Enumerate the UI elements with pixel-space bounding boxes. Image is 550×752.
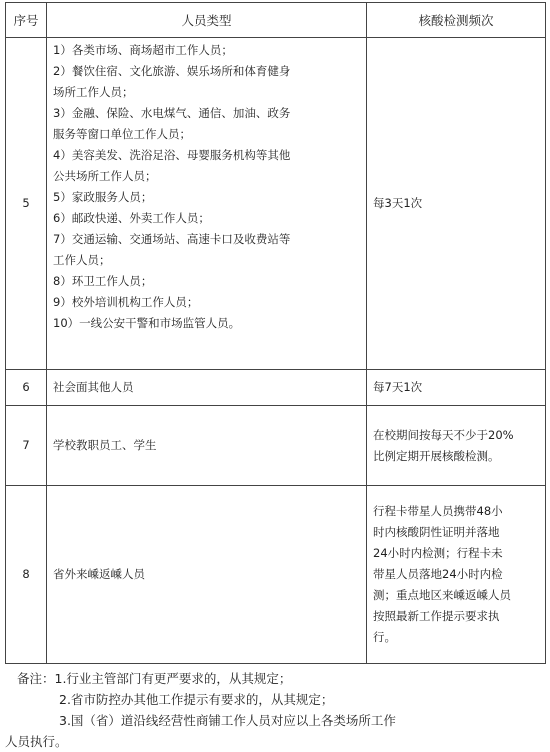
row-number: 7 — [6, 406, 47, 486]
frequency-cell — [367, 38, 546, 370]
people-type-line: 省外来嵊返嵊人员 — [53, 567, 145, 581]
people-type-line: 7）交通运输、交通场站、高速卡口及收费站等 — [53, 232, 291, 246]
note-line-1: 备注：1.行业主管部门有更严要求的，从其规定； — [17, 671, 292, 686]
table-row — [6, 38, 546, 370]
people-type-cell — [47, 370, 367, 406]
people-type-line: 9）校外培训机构工作人员； — [53, 295, 199, 309]
row-number: 8 — [6, 486, 47, 664]
frequency-line: 时内核酸阴性证明并落地 — [373, 525, 500, 539]
table-row — [6, 406, 546, 486]
testing-frequency-table — [5, 2, 546, 664]
table-header-row — [6, 3, 546, 38]
people-type-line: 1）各类市场、商场超市工作人员； — [53, 43, 233, 57]
row-number: 6 — [6, 370, 47, 406]
note-line-3: 3.国（省）道沿线经营性商铺工作人员对应以上各类场所工作 — [59, 713, 396, 728]
row-number: 5 — [6, 38, 47, 370]
people-type-line: 工作人员； — [53, 253, 111, 267]
header-no: 序号 — [6, 3, 47, 38]
people-type-line: 6）邮政快递、外卖工作人员； — [53, 211, 210, 225]
note-line-4: 人员执行。 — [5, 734, 68, 749]
people-type-line: 场所工作人员； — [53, 85, 134, 99]
frequency-line: 测；重点地区来嵊返嵊人员 — [373, 588, 511, 602]
frequency-cell — [367, 370, 546, 406]
people-type-line: 社会面其他人员 — [53, 380, 134, 394]
frequency-line: 比例定期开展核酸检测。 — [373, 448, 500, 463]
people-type-line: 8）环卫工作人员； — [53, 274, 153, 288]
frequency-line: 24小时内检测；行程卡未 — [373, 546, 503, 560]
table-row — [6, 370, 546, 406]
notes — [5, 668, 545, 752]
people-type-cell — [47, 38, 367, 370]
frequency-cell — [367, 486, 546, 664]
header-frequency: 核酸检测频次 — [367, 3, 546, 38]
people-type-line: 10）一线公安干警和市场监管人员。 — [53, 316, 241, 330]
frequency-cell — [367, 406, 546, 486]
people-type-line: 服务等窗口单位工作人员； — [53, 127, 191, 141]
people-type-line: 4）美容美发、洗浴足浴、母婴服务机构等其他 — [53, 148, 291, 162]
people-type-line: 公共场所工作人员； — [53, 169, 157, 183]
people-type-cell — [47, 486, 367, 664]
frequency-line: 行程卡带星人员携带48小 — [373, 504, 503, 518]
frequency-line: 在校期间按每天不少于20% — [373, 427, 514, 442]
people-type-line: 学校教职员工、学生 — [53, 438, 157, 452]
table-row — [6, 486, 546, 664]
frequency-line: 带星人员落地24小时内检 — [373, 567, 503, 581]
frequency-line: 每3天1次 — [373, 196, 423, 210]
frequency-line: 每7天1次 — [373, 380, 423, 394]
people-type-cell — [47, 406, 367, 486]
people-type-line: 2）餐饮住宿、文化旅游、娱乐场所和体育健身 — [53, 64, 291, 78]
frequency-line: 行。 — [373, 630, 396, 644]
people-type-line: 3）金融、保险、水电煤气、通信、加油、政务 — [53, 106, 291, 120]
people-type-line: 5）家政服务人员； — [53, 190, 153, 204]
frequency-line: 按照最新工作提示要求执 — [373, 609, 500, 623]
document — [5, 2, 545, 752]
header-people-type: 人员类型 — [47, 3, 367, 38]
note-line-2: 2.省市防控办其他工作提示有要求的，从其规定； — [59, 692, 334, 707]
